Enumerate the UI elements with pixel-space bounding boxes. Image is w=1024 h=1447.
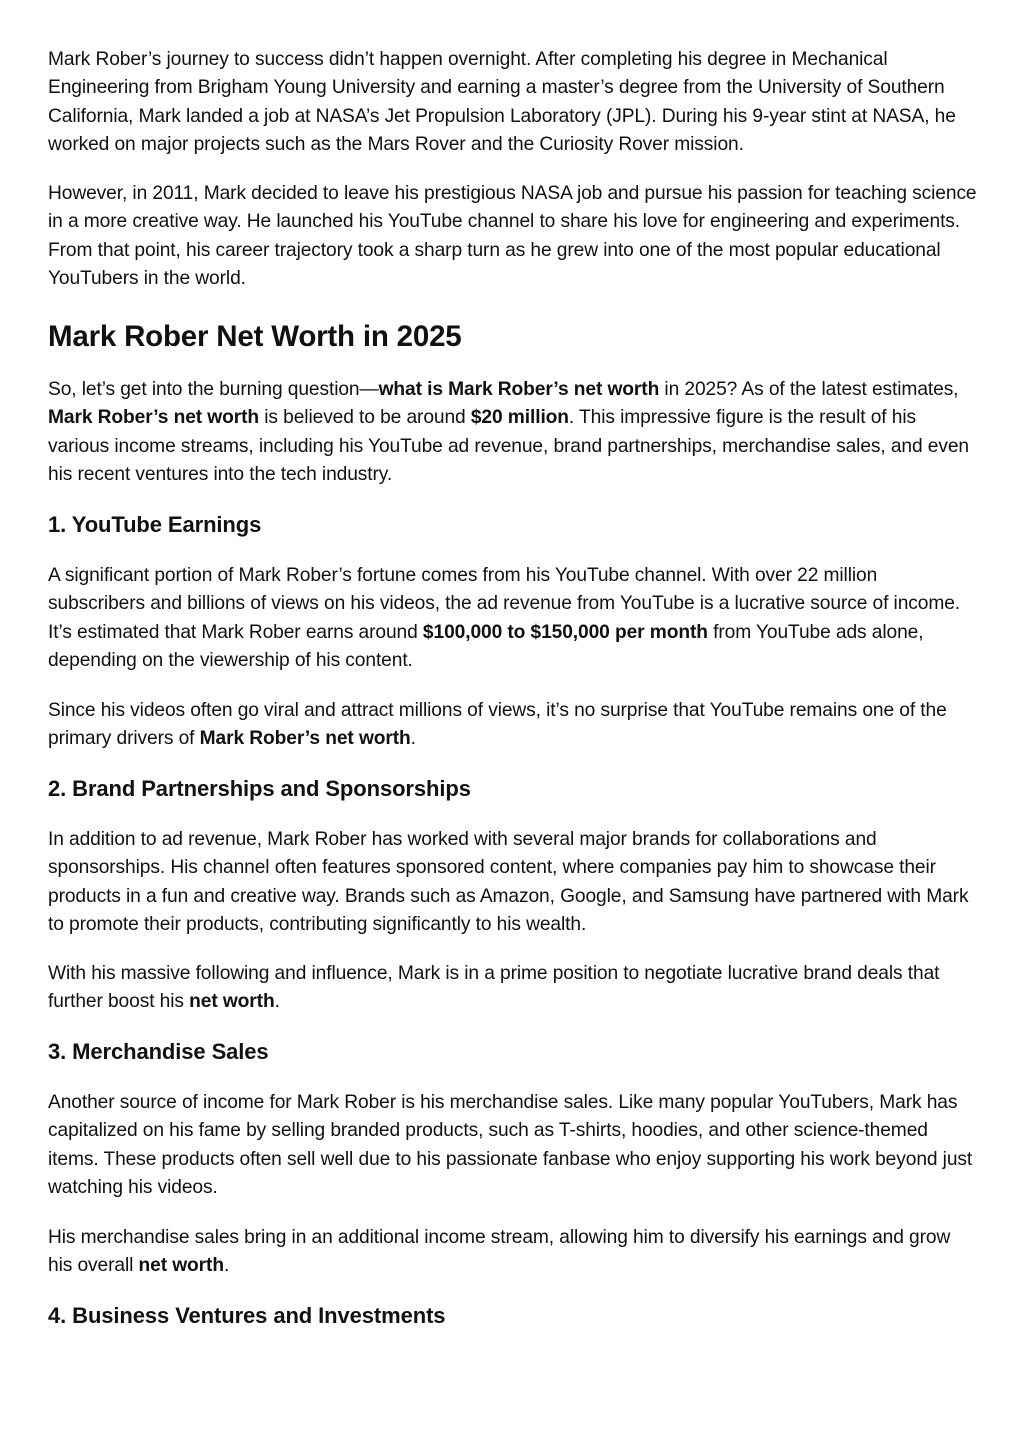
text-segment: . bbox=[274, 991, 280, 1013]
brand-partnerships-heading: 2. Brand Partnerships and Sponsorships bbox=[48, 776, 471, 801]
net-worth-heading: Mark Rober Net Worth in 2025 bbox=[48, 320, 462, 353]
text-segment: . bbox=[223, 1255, 230, 1277]
text-segment: A significant portion of Mark Rober’s fortune comes from his YouTube channel. With over 22 million subscribers and billions of views on his videos, the ad revenue from YouTube is a lucrative source of income. It’s estimated that Mark Rober earns around bbox=[48, 565, 961, 643]
brand-partnerships-paragraph-2 bbox=[48, 960, 978, 1017]
net-worth-paragraph bbox=[48, 376, 978, 490]
bold-text: $100,000 to $150,000 per month bbox=[422, 621, 708, 643]
youtube-earnings-paragraph-2 bbox=[48, 697, 978, 754]
bold-text: Mark Rober’s net worth bbox=[48, 407, 260, 429]
bold-text: net worth bbox=[189, 991, 275, 1013]
brand-partnerships-paragraph-1: In addition to ad revenue, Mark Rober has worked with several major brands for collaborations and sponsorships. His channel often features sponsored content, where companies pay him to showcase their products in a fun and creative way. Brands such as Amazon, Google, and Samsung have partnered with Mark to promote their products, contributing significantly to his wealth. bbox=[48, 829, 969, 936]
bold-text: Mark Rober’s net worth bbox=[199, 728, 411, 750]
youtube-earnings-heading: 1. YouTube Earnings bbox=[48, 512, 262, 537]
intro-paragraph-1: Mark Rober’s journey to success didn’t happen overnight. After completing his degree in Mechanical Engineering from Brigham Young University and earning a master’s degree from the University of Southern California, Mark landed a job at NASA’s Jet Propulsion Laboratory (JPL). During his 9-year stint at NASA, he worked on major projects such as the Mars Rover and the Curiosity Rover mission. bbox=[48, 49, 956, 156]
business-ventures-heading: 4. Business Ventures and Investments bbox=[48, 1303, 446, 1328]
bold-text: $20 million bbox=[470, 407, 569, 429]
youtube-earnings-paragraph-1 bbox=[48, 562, 978, 676]
text-segment: So, let’s get into the burning question— bbox=[48, 379, 379, 400]
text-segment: His merchandise sales bring in an additional income stream, allowing him to diversify his earnings and grow his overall bbox=[48, 1227, 951, 1277]
merchandise-sales-paragraph-1: Another source of income for Mark Rober is his merchandise sales. Like many popular YouTubers, Mark has capitalized on his fame by selling branded products, such as T-shirts, hoodies, and other science-themed items. These products often sell well due to his passionate fanbase who enjoy supporting his work beyond just watching his videos. bbox=[48, 1092, 973, 1199]
text-segment: from YouTube ads alone, depending on the viewership of his content. bbox=[48, 621, 924, 672]
merchandise-sales-paragraph-2 bbox=[48, 1224, 978, 1281]
text-segment: . This impressive figure is the result of his various income streams, including his YouTube ad revenue, brand partnerships, merchandise sales, and even his recent ventures into the tech industry. bbox=[48, 407, 969, 486]
text-segment: is believed to be around bbox=[259, 407, 471, 429]
intro-paragraph-2: However, in 2011, Mark decided to leave his prestigious NASA job and pursue his passion for teaching science in a more creative way. He launched his YouTube channel to share his love for engineering and experiments. From that point, his career trajectory took a sharp turn as he grew into one of the most popular educational YouTubers in the world. bbox=[48, 183, 977, 290]
bold-text: what is Mark Rober’s net worth bbox=[378, 379, 660, 400]
merchandise-sales-heading: 3. Merchandise Sales bbox=[48, 1039, 269, 1064]
text-segment: Since his videos often go viral and attract millions of views, it’s no surprise that YouTube remains one of the primary drivers of bbox=[48, 700, 947, 750]
text-segment: With his massive following and influence, Mark is in a prime position to negotiate lucrative brand deals that further boost his bbox=[48, 963, 940, 1013]
text-segment: . bbox=[410, 728, 416, 750]
bold-text: net worth bbox=[138, 1255, 224, 1277]
text-segment: in 2025? As of the latest estimates, bbox=[659, 379, 959, 400]
